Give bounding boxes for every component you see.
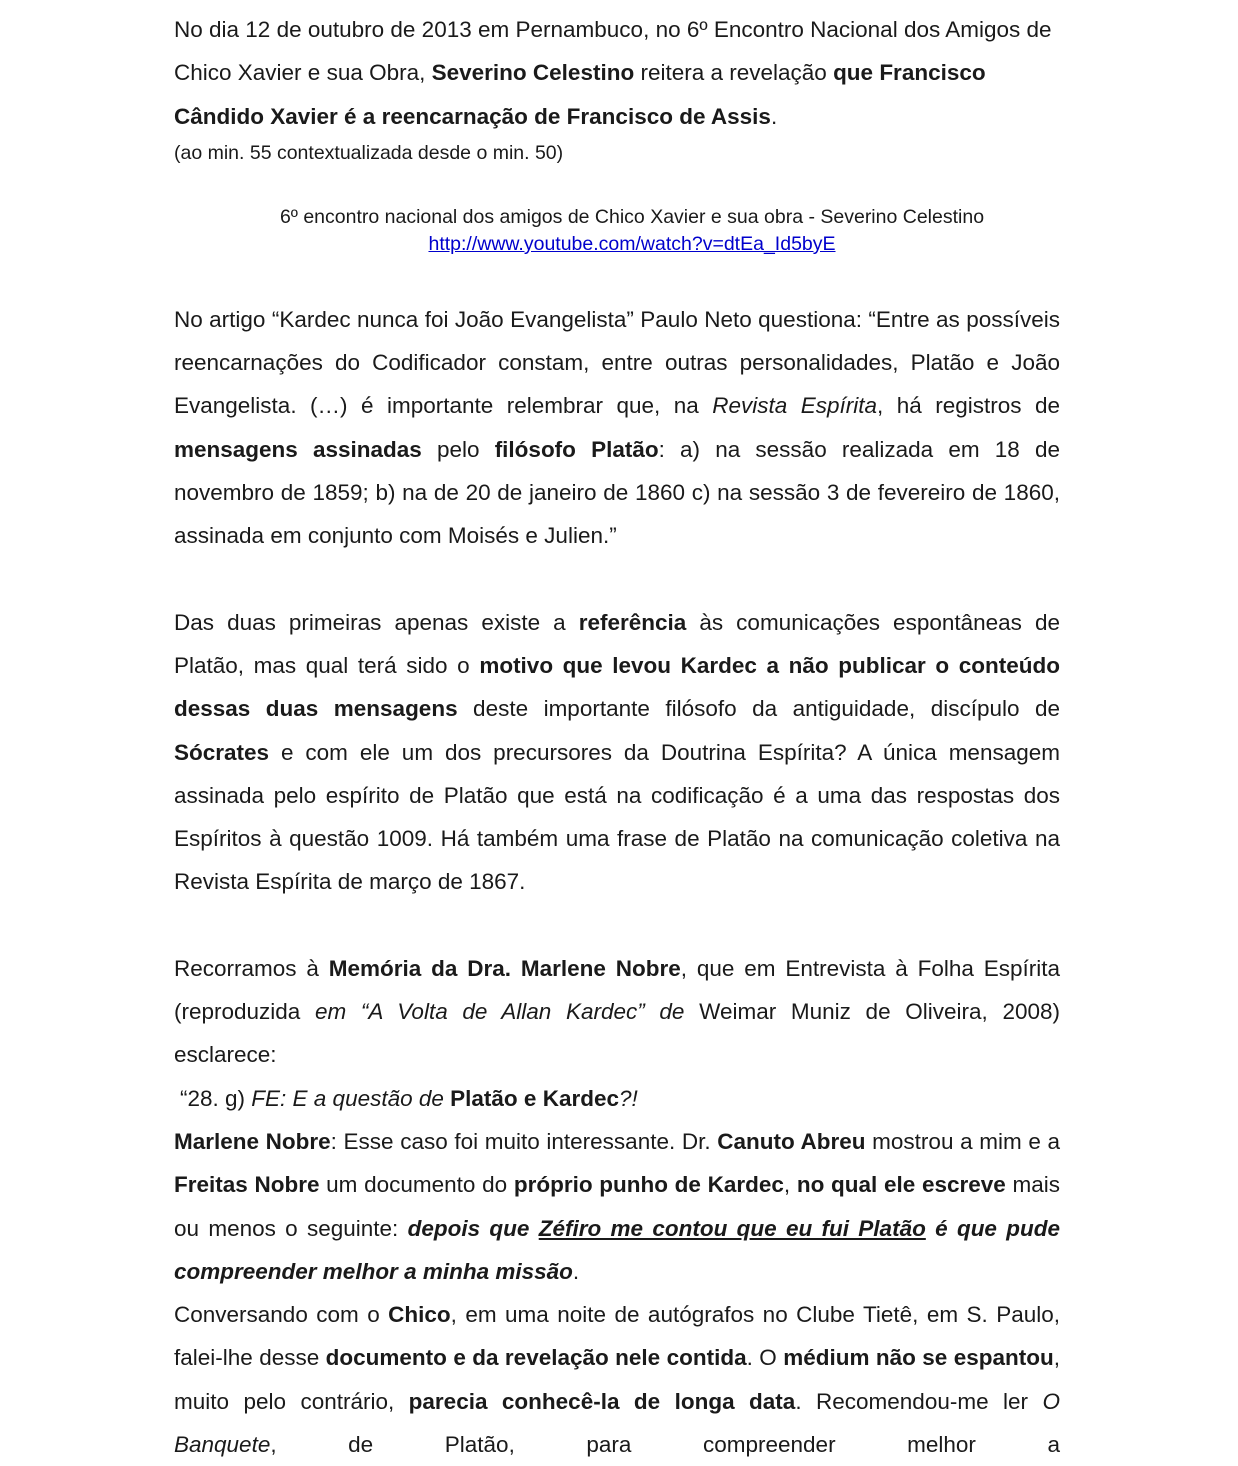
- text: .: [770, 103, 778, 129]
- bold-text: documento e da revelação nele contida: [325, 1345, 747, 1371]
- interview-question: [174, 1077, 1060, 1120]
- paragraph-chico: [174, 1293, 1060, 1466]
- bold-text: no qual ele escreve: [796, 1172, 1006, 1198]
- text: , de Platão, para compreender melhor a: [270, 1432, 1060, 1458]
- text: mais ou menos o seguinte:: [174, 1172, 1060, 1241]
- text: , muito pelo contrário,: [174, 1345, 1060, 1414]
- text: às comunicações espontâneas de Platão, mas qual terá sido o: [174, 609, 1060, 678]
- text: Weimar Muniz de Oliveira, 2008) esclarece:: [174, 999, 1060, 1068]
- text: Recorramos à: [174, 955, 329, 981]
- text: Conversando com o: [174, 1302, 389, 1328]
- text: , em uma noite de autógrafos no Clube Tietê, em S. Paulo, falei-lhe desse: [174, 1302, 1061, 1371]
- text: mostrou a mim e a: [865, 1128, 1060, 1154]
- text: reitera a revelação: [634, 60, 834, 86]
- bold-text: parecia conhecê-la de longa data: [408, 1388, 796, 1414]
- bold-text: referência: [578, 609, 687, 635]
- text: e com ele um dos precursores da Doutrina Espírita? A única mensagem assinada pelo espírito de Platão que está na codificação é a uma das respostas dos Espíritos à questão 1009. Há também uma frase de Platão na comunicação coletiva na Revista Espírita de março de 1867.: [174, 739, 1060, 895]
- bold-text: filósofo Platão: [494, 436, 659, 462]
- text: No dia 12 de outubro de 2013 em Pernambuco, no 6º Encontro Nacional dos Amigos de Chico Xavier e sua Obra,: [174, 17, 1052, 86]
- text: pelo: [421, 436, 495, 462]
- bold-italic-text: depois que: [407, 1215, 539, 1241]
- italic-text: ?!: [618, 1085, 638, 1111]
- bold-text: próprio punho de Kardec: [513, 1172, 784, 1198]
- bold-text: Chico: [388, 1302, 451, 1328]
- text: “28. g): [180, 1085, 252, 1111]
- interview-answer: [174, 1120, 1060, 1293]
- bold-text: Freitas Nobre: [174, 1172, 320, 1198]
- text: um documento do: [319, 1172, 514, 1198]
- paragraph-paulo-neto: [174, 298, 1060, 558]
- video-reference: [204, 204, 1060, 258]
- text: : a) na sessão realizada em 18 de novembro de 1859; b) na de 20 de janeiro de 1860 c) na sessão 3 de fevereiro de 1860, assinada em conjunto com Moisés e Julien.”: [174, 436, 1060, 549]
- video-title: 6º encontro nacional dos amigos de Chico Xavier e sua obra - Severino Celestino: [279, 205, 985, 228]
- italic-text: em “A Volta de Allan Kardec” de: [315, 999, 685, 1025]
- text: , há registros de: [877, 393, 1060, 419]
- text: : Esse caso foi muito interessante. Dr.: [330, 1128, 718, 1154]
- bold-text: mensagens assinadas: [174, 436, 422, 462]
- bold-text: Marlene Nobre: [174, 1128, 331, 1154]
- bold-text: médium não se espantou: [783, 1345, 1054, 1371]
- paragraph-marlene-nobre: [174, 947, 1060, 1077]
- bold-text: Severino Celestino: [431, 60, 635, 86]
- text: .: [572, 1258, 580, 1284]
- bold-text: que Francisco Cândido Xavier é a reencarnação de Francisco de Assis: [174, 60, 986, 129]
- italic-text: O Banquete: [174, 1388, 1060, 1458]
- bold-text: Sócrates: [174, 739, 270, 765]
- text: . O: [746, 1345, 784, 1371]
- text: ,: [783, 1172, 797, 1198]
- text: Das duas primeiras apenas existe a: [174, 609, 579, 635]
- paragraph-platao-messages: [174, 601, 1060, 904]
- video-link[interactable]: http://www.youtube.com/watch?v=dtEa_Id5byE: [428, 232, 836, 255]
- document-page: [174, 8, 1060, 1466]
- bold-text: motivo que levou Kardec a não publicar o conteúdo dessas duas mensagens: [174, 652, 1060, 722]
- text: deste importante filósofo da antiguidade, discípulo de: [457, 696, 1060, 722]
- time-note: (ao min. 55 contextualizada desde o min. 50): [174, 141, 564, 164]
- text: . Recomendou-me ler: [795, 1388, 1043, 1414]
- paragraph-severino: [174, 8, 1060, 138]
- italic-text: FE: E a questão de: [251, 1085, 451, 1111]
- italic-text: Revista Espírita: [712, 393, 878, 419]
- text: No artigo “Kardec nunca foi João Evangelista” Paulo Neto questiona: “Entre as possíveis reencarnações do Codificador constam, entre outras personalidades, Platão e João Evangelista. (…) é importante relembrar que, na: [174, 306, 1060, 419]
- text: , que em Entrevista à Folha Espírita (reproduzida: [174, 955, 1061, 1025]
- bold-text: Memória da Dra. Marlene Nobre: [328, 955, 681, 981]
- bold-italic-text: é que pude compreender melhor a minha missão: [174, 1215, 1060, 1284]
- bold-text: Platão e Kardec: [450, 1085, 619, 1111]
- underlined-quote: Zéfiro me contou que eu fui Platão: [538, 1215, 926, 1241]
- bold-text: Canuto Abreu: [717, 1128, 866, 1154]
